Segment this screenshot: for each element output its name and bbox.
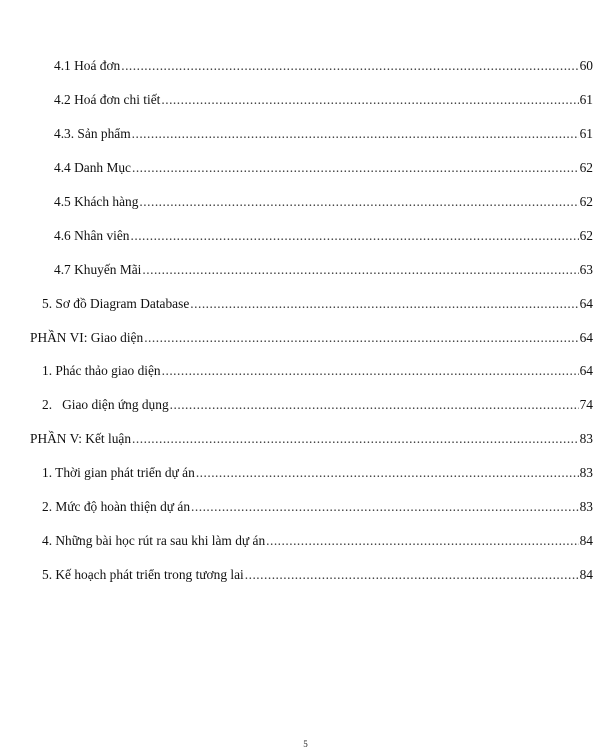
toc-dot-leader [132,158,579,178]
toc-entry[interactable] [42,463,593,483]
toc-dot-leader [139,192,578,212]
toc-entry-label: 1. Thời gian phát triển dự án [42,465,195,480]
toc-entry-page: 62 [579,194,593,209]
toc-entry-label: 4.1 Hoá đơn [54,58,121,73]
toc-dot-leader [142,260,578,280]
toc-dot-leader [144,328,578,348]
toc-entry-label: 2. Mức độ hoàn thiện dự án [42,499,191,514]
toc-entry-page: 83 [579,499,593,514]
toc-entry[interactable] [42,294,593,314]
toc-dot-leader [245,565,579,585]
toc-entry-label: 4. Những bài học rút ra sau khi làm dự án [42,533,266,548]
toc-entry-label: PHẦN V: Kết luận [30,431,132,446]
toc-entry-page: 64 [579,330,593,345]
toc-entry-page: 84 [579,567,593,582]
toc-dot-leader [121,56,578,76]
toc-dot-leader [196,463,579,483]
toc-dot-leader [266,531,578,551]
toc-entry[interactable] [42,395,593,415]
toc-entry-label: 4.2 Hoá đơn chi tiết [54,92,161,107]
toc-entry-page: 61 [579,126,593,141]
toc-entry[interactable] [54,56,593,76]
toc-dot-leader [132,124,579,144]
page-number: 5 [303,739,308,749]
toc-dot-leader [161,90,578,110]
toc-entry-label: 4.3. Sản phẩm [54,126,131,141]
toc-entry-label: 2. Giao diện ứng dụng [42,397,169,412]
toc-entry-label: 4.4 Danh Mục [54,160,131,175]
toc-dot-leader [162,361,579,381]
toc-dot-leader [131,226,579,246]
toc-entry-label: PHẦN VI: Giao diện [30,330,144,345]
toc-entry-page: 60 [579,58,593,73]
toc-entry[interactable] [42,497,593,517]
toc-entry-page: 74 [579,397,593,412]
toc-entry-label: 4.5 Khách hàng [54,194,139,209]
toc-entry-page: 62 [579,228,593,243]
toc-entry-page: 64 [579,363,593,378]
toc-entry-page: 83 [579,465,593,480]
toc-entry[interactable] [54,260,593,280]
toc-entry-page: 83 [579,431,593,446]
toc-entry[interactable] [54,124,593,144]
toc-dot-leader [170,395,579,415]
toc-entry[interactable] [54,90,593,110]
toc-entry-label: 4.7 Khuyến Mãi [54,262,142,277]
toc-entry-label: 5. Kế hoạch phát triển trong tương lai [42,567,244,582]
toc-entry[interactable] [42,531,593,551]
toc-dot-leader [190,294,578,314]
toc-entry-page: 63 [579,262,593,277]
toc-entry-label: 4.6 Nhân viên [54,228,130,243]
toc-entry-page: 64 [579,296,593,311]
toc-entry[interactable] [42,565,593,585]
toc-dot-leader [191,497,579,517]
toc-entry-label: 5. Sơ đồ Diagram Database [42,296,190,311]
toc-entry-page: 61 [579,92,593,107]
toc-entry[interactable] [30,328,593,348]
toc-entry[interactable] [54,226,593,246]
toc-entry[interactable] [30,429,593,449]
toc-entry-page: 84 [579,533,593,548]
toc-entry[interactable] [42,361,593,381]
toc-dot-leader [132,429,579,449]
toc-entry[interactable] [54,158,593,178]
toc-entry-page: 62 [579,160,593,175]
toc-entry[interactable] [54,192,593,212]
toc-entry-label: 1. Phác thảo giao diện [42,363,161,378]
